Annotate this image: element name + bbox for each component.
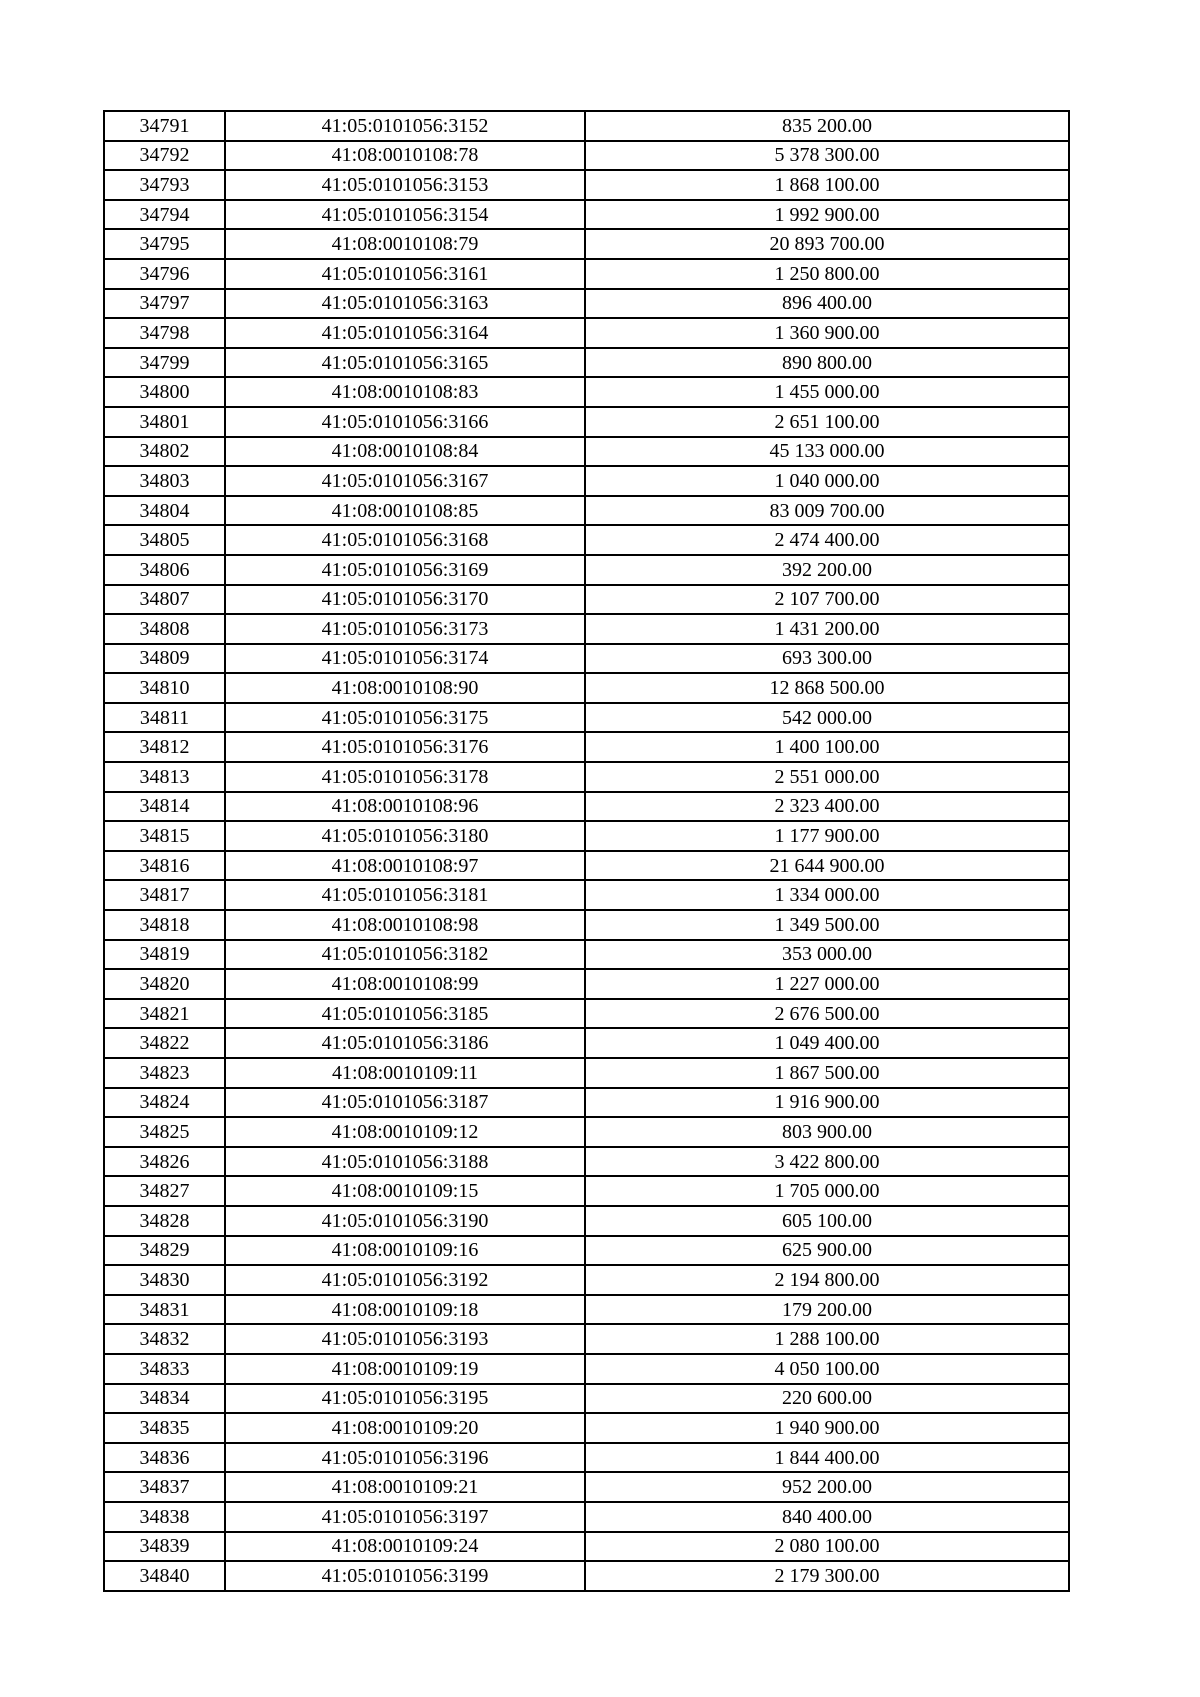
- row-number-cell: 34803: [104, 466, 225, 496]
- row-number-cell: 34806: [104, 555, 225, 585]
- cadastral-number-cell: 41:05:0101056:3153: [225, 170, 585, 200]
- cadastral-number-cell: 41:08:0010108:79: [225, 229, 585, 259]
- cadastral-value-cell: 1 705 000.00: [585, 1176, 1069, 1206]
- cadastral-number-cell: 41:08:0010109:16: [225, 1236, 585, 1266]
- cadastral-number-cell: 41:08:0010109:21: [225, 1472, 585, 1502]
- cadastral-number-cell: 41:05:0101056:3154: [225, 200, 585, 230]
- cadastral-value-cell: 20 893 700.00: [585, 229, 1069, 259]
- row-number-cell: 34815: [104, 821, 225, 851]
- cadastral-number-cell: 41:05:0101056:3186: [225, 1028, 585, 1058]
- cadastral-number-cell: 41:05:0101056:3163: [225, 289, 585, 319]
- table-row: [104, 1443, 1069, 1473]
- row-number-cell: 34813: [104, 762, 225, 792]
- table-row: [104, 1502, 1069, 1532]
- cadastral-number-cell: 41:05:0101056:3188: [225, 1147, 585, 1177]
- table-row: [104, 999, 1069, 1029]
- cadastral-value-cell: 2 676 500.00: [585, 999, 1069, 1029]
- cadastral-number-cell: 41:08:0010109:20: [225, 1413, 585, 1443]
- row-number-cell: 34836: [104, 1443, 225, 1473]
- cadastral-value-cell: 1 868 100.00: [585, 170, 1069, 200]
- row-number-cell: 34837: [104, 1472, 225, 1502]
- table-row: [104, 1354, 1069, 1384]
- cadastral-value-cell: 896 400.00: [585, 289, 1069, 319]
- row-number-cell: 34825: [104, 1117, 225, 1147]
- row-number-cell: 34795: [104, 229, 225, 259]
- row-number-cell: 34840: [104, 1561, 225, 1591]
- cadastral-value-cell: 4 050 100.00: [585, 1354, 1069, 1384]
- row-number-cell: 34827: [104, 1176, 225, 1206]
- cadastral-value-cell: 1 400 100.00: [585, 732, 1069, 762]
- cadastral-value-cell: 1 360 900.00: [585, 318, 1069, 348]
- cadastral-value-cell: 2 474 400.00: [585, 525, 1069, 555]
- table-body: [104, 111, 1069, 1591]
- cadastral-number-cell: 41:08:0010108:85: [225, 496, 585, 526]
- row-number-cell: 34823: [104, 1058, 225, 1088]
- table-row: [104, 1088, 1069, 1118]
- table-row: [104, 377, 1069, 407]
- cadastral-number-cell: 41:08:0010108:97: [225, 851, 585, 881]
- cadastral-number-cell: 41:08:0010108:84: [225, 437, 585, 467]
- cadastral-value-cell: 2 651 100.00: [585, 407, 1069, 437]
- cadastral-number-cell: 41:05:0101056:3167: [225, 466, 585, 496]
- row-number-cell: 34811: [104, 703, 225, 733]
- table-row: [104, 170, 1069, 200]
- cadastral-number-cell: 41:08:0010108:90: [225, 673, 585, 703]
- cadastral-number-cell: 41:05:0101056:3192: [225, 1265, 585, 1295]
- cadastral-value-cell: 1 250 800.00: [585, 259, 1069, 289]
- table-row: [104, 851, 1069, 881]
- cadastral-value-cell: 1 992 900.00: [585, 200, 1069, 230]
- table-row: [104, 259, 1069, 289]
- row-number-cell: 34832: [104, 1324, 225, 1354]
- cadastral-number-cell: 41:08:0010109:24: [225, 1532, 585, 1562]
- table-row: [104, 111, 1069, 141]
- cadastral-number-cell: 41:05:0101056:3187: [225, 1088, 585, 1118]
- row-number-cell: 34794: [104, 200, 225, 230]
- cadastral-value-cell: 1 040 000.00: [585, 466, 1069, 496]
- row-number-cell: 34792: [104, 141, 225, 171]
- cadastral-number-cell: 41:08:0010109:15: [225, 1176, 585, 1206]
- row-number-cell: 34808: [104, 614, 225, 644]
- row-number-cell: 34793: [104, 170, 225, 200]
- cadastral-number-cell: 41:05:0101056:3152: [225, 111, 585, 141]
- cadastral-value-cell: 2 194 800.00: [585, 1265, 1069, 1295]
- cadastral-value-cell: 5 378 300.00: [585, 141, 1069, 171]
- row-number-cell: 34829: [104, 1236, 225, 1266]
- row-number-cell: 34838: [104, 1502, 225, 1532]
- row-number-cell: 34800: [104, 377, 225, 407]
- cadastral-value-cell: 83 009 700.00: [585, 496, 1069, 526]
- table-row: [104, 348, 1069, 378]
- table-row: [104, 555, 1069, 585]
- cadastral-value-cell: 605 100.00: [585, 1206, 1069, 1236]
- table-row: [104, 614, 1069, 644]
- cadastral-value-cell: 179 200.00: [585, 1295, 1069, 1325]
- row-number-cell: 34801: [104, 407, 225, 437]
- cadastral-value-cell: 1 940 900.00: [585, 1413, 1069, 1443]
- table-row: [104, 703, 1069, 733]
- cadastral-number-cell: 41:05:0101056:3196: [225, 1443, 585, 1473]
- table-row: [104, 732, 1069, 762]
- table-row: [104, 969, 1069, 999]
- cadastral-number-cell: 41:05:0101056:3174: [225, 644, 585, 674]
- cadastral-number-cell: 41:05:0101056:3166: [225, 407, 585, 437]
- cadastral-value-cell: 220 600.00: [585, 1384, 1069, 1414]
- table-row: [104, 821, 1069, 851]
- cadastral-value-cell: 1 177 900.00: [585, 821, 1069, 851]
- table-row: [104, 644, 1069, 674]
- cadastral-value-cell: 835 200.00: [585, 111, 1069, 141]
- cadastral-value-cell: 542 000.00: [585, 703, 1069, 733]
- row-number-cell: 34816: [104, 851, 225, 881]
- row-number-cell: 34819: [104, 940, 225, 970]
- cadastral-value-cell: 1 349 500.00: [585, 910, 1069, 940]
- cadastral-value-cell: 1 867 500.00: [585, 1058, 1069, 1088]
- cadastral-value-cell: 392 200.00: [585, 555, 1069, 585]
- table-row: [104, 1176, 1069, 1206]
- cadastral-number-cell: 41:05:0101056:3173: [225, 614, 585, 644]
- row-number-cell: 34810: [104, 673, 225, 703]
- cadastral-number-cell: 41:08:0010109:18: [225, 1295, 585, 1325]
- table-row: [104, 940, 1069, 970]
- row-number-cell: 34818: [104, 910, 225, 940]
- table-row: [104, 1472, 1069, 1502]
- cadastral-value-cell: 803 900.00: [585, 1117, 1069, 1147]
- row-number-cell: 34809: [104, 644, 225, 674]
- row-number-cell: 34814: [104, 792, 225, 822]
- cadastral-number-cell: 41:05:0101056:3197: [225, 1502, 585, 1532]
- cadastral-value-cell: 1 844 400.00: [585, 1443, 1069, 1473]
- cadastral-value-cell: 693 300.00: [585, 644, 1069, 674]
- cadastral-value-cell: 625 900.00: [585, 1236, 1069, 1266]
- table-row: [104, 792, 1069, 822]
- cadastral-number-cell: 41:08:0010108:98: [225, 910, 585, 940]
- cadastral-number-cell: 41:05:0101056:3182: [225, 940, 585, 970]
- row-number-cell: 34817: [104, 880, 225, 910]
- row-number-cell: 34791: [104, 111, 225, 141]
- table-row: [104, 1295, 1069, 1325]
- row-number-cell: 34830: [104, 1265, 225, 1295]
- cadastral-number-cell: 41:05:0101056:3199: [225, 1561, 585, 1591]
- row-number-cell: 34833: [104, 1354, 225, 1384]
- row-number-cell: 34820: [104, 969, 225, 999]
- cadastral-value-cell: 353 000.00: [585, 940, 1069, 970]
- table-row: [104, 1117, 1069, 1147]
- row-number-cell: 34839: [104, 1532, 225, 1562]
- cadastral-number-cell: 41:08:0010109:12: [225, 1117, 585, 1147]
- table-row: [104, 289, 1069, 319]
- cadastral-number-cell: 41:05:0101056:3176: [225, 732, 585, 762]
- table-row: [104, 880, 1069, 910]
- table-row: [104, 1384, 1069, 1414]
- cadastral-number-cell: 41:05:0101056:3190: [225, 1206, 585, 1236]
- table-row: [104, 1058, 1069, 1088]
- table-row: [104, 1532, 1069, 1562]
- cadastral-value-cell: 1 288 100.00: [585, 1324, 1069, 1354]
- cadastral-value-cell: 2 551 000.00: [585, 762, 1069, 792]
- table-row: [104, 496, 1069, 526]
- row-number-cell: 34798: [104, 318, 225, 348]
- table-row: [104, 673, 1069, 703]
- table-row: [104, 1265, 1069, 1295]
- cadastral-number-cell: 41:08:0010109:11: [225, 1058, 585, 1088]
- cadastral-number-cell: 41:08:0010108:78: [225, 141, 585, 171]
- row-number-cell: 34802: [104, 437, 225, 467]
- table-row: [104, 141, 1069, 171]
- cadastral-number-cell: 41:05:0101056:3165: [225, 348, 585, 378]
- cadastral-value-cell: 45 133 000.00: [585, 437, 1069, 467]
- cadastral-value-table: [103, 110, 1070, 1592]
- cadastral-number-cell: 41:05:0101056:3169: [225, 555, 585, 585]
- cadastral-value-cell: 840 400.00: [585, 1502, 1069, 1532]
- cadastral-number-cell: 41:05:0101056:3195: [225, 1384, 585, 1414]
- cadastral-number-cell: 41:05:0101056:3181: [225, 880, 585, 910]
- cadastral-number-cell: 41:08:0010108:99: [225, 969, 585, 999]
- cadastral-number-cell: 41:05:0101056:3170: [225, 585, 585, 615]
- table-row: [104, 1413, 1069, 1443]
- row-number-cell: 34799: [104, 348, 225, 378]
- row-number-cell: 34821: [104, 999, 225, 1029]
- cadastral-value-cell: 1 431 200.00: [585, 614, 1069, 644]
- table-row: [104, 200, 1069, 230]
- table-row: [104, 1561, 1069, 1591]
- cadastral-number-cell: 41:05:0101056:3164: [225, 318, 585, 348]
- cadastral-number-cell: 41:05:0101056:3178: [225, 762, 585, 792]
- cadastral-number-cell: 41:08:0010108:83: [225, 377, 585, 407]
- row-number-cell: 34807: [104, 585, 225, 615]
- cadastral-number-cell: 41:08:0010109:19: [225, 1354, 585, 1384]
- table-row: [104, 407, 1069, 437]
- cadastral-value-cell: 21 644 900.00: [585, 851, 1069, 881]
- row-number-cell: 34824: [104, 1088, 225, 1118]
- row-number-cell: 34812: [104, 732, 225, 762]
- cadastral-number-cell: 41:05:0101056:3180: [225, 821, 585, 851]
- table-row: [104, 1324, 1069, 1354]
- cadastral-number-cell: 41:05:0101056:3193: [225, 1324, 585, 1354]
- table-row: [104, 437, 1069, 467]
- cadastral-value-cell: 952 200.00: [585, 1472, 1069, 1502]
- cadastral-value-cell: 1 334 000.00: [585, 880, 1069, 910]
- row-number-cell: 34804: [104, 496, 225, 526]
- row-number-cell: 34805: [104, 525, 225, 555]
- row-number-cell: 34797: [104, 289, 225, 319]
- table-row: [104, 762, 1069, 792]
- table-row: [104, 585, 1069, 615]
- table-row: [104, 466, 1069, 496]
- cadastral-value-cell: 1 227 000.00: [585, 969, 1069, 999]
- table-row: [104, 1028, 1069, 1058]
- cadastral-value-cell: 1 049 400.00: [585, 1028, 1069, 1058]
- cadastral-number-cell: 41:05:0101056:3175: [225, 703, 585, 733]
- table-row: [104, 910, 1069, 940]
- cadastral-value-cell: 890 800.00: [585, 348, 1069, 378]
- row-number-cell: 34826: [104, 1147, 225, 1177]
- cadastral-value-cell: 1 455 000.00: [585, 377, 1069, 407]
- cadastral-number-cell: 41:08:0010108:96: [225, 792, 585, 822]
- cadastral-value-cell: 1 916 900.00: [585, 1088, 1069, 1118]
- row-number-cell: 34828: [104, 1206, 225, 1236]
- cadastral-number-cell: 41:05:0101056:3168: [225, 525, 585, 555]
- table-row: [104, 1236, 1069, 1266]
- cadastral-value-cell: 2 080 100.00: [585, 1532, 1069, 1562]
- row-number-cell: 34831: [104, 1295, 225, 1325]
- table-row: [104, 318, 1069, 348]
- cadastral-value-cell: 12 868 500.00: [585, 673, 1069, 703]
- table-row: [104, 525, 1069, 555]
- cadastral-value-cell: 2 323 400.00: [585, 792, 1069, 822]
- table-row: [104, 1206, 1069, 1236]
- row-number-cell: 34796: [104, 259, 225, 289]
- row-number-cell: 34822: [104, 1028, 225, 1058]
- table-row: [104, 229, 1069, 259]
- cadastral-value-cell: 3 422 800.00: [585, 1147, 1069, 1177]
- cadastral-value-cell: 2 107 700.00: [585, 585, 1069, 615]
- row-number-cell: 34835: [104, 1413, 225, 1443]
- table-row: [104, 1147, 1069, 1177]
- cadastral-number-cell: 41:05:0101056:3185: [225, 999, 585, 1029]
- row-number-cell: 34834: [104, 1384, 225, 1414]
- cadastral-number-cell: 41:05:0101056:3161: [225, 259, 585, 289]
- cadastral-value-cell: 2 179 300.00: [585, 1561, 1069, 1591]
